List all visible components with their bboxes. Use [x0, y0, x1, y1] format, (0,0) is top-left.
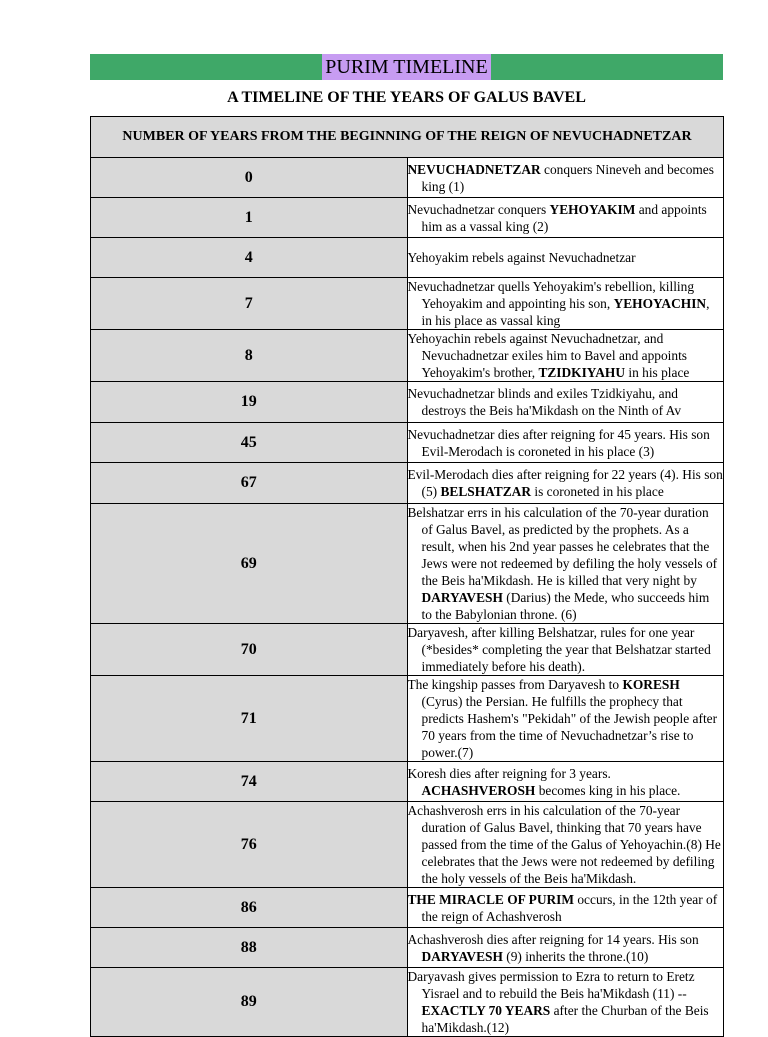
event-cell [407, 423, 724, 463]
event-description [408, 330, 724, 381]
year-cell: 76 [91, 802, 408, 888]
table-row [91, 928, 724, 968]
table-header-row [91, 117, 724, 158]
table-row [91, 676, 724, 762]
event-text: (Darius) the Mede, who succeeds him to the Babylonian throne. (6) [421, 590, 710, 622]
table-row [91, 504, 724, 624]
year-cell: 7 [91, 278, 408, 330]
page-subtitle: A TIMELINE OF THE YEARS OF GALUS BAVEL [227, 89, 586, 106]
event-text: (Cyrus) the Persian. He fulfills the prophecy that predicts Hashem's "Pekidah" of the Jewish people after 70 years from the time of Nevuchadnetzar’s rise to power.(7) [421, 694, 718, 760]
event-keyword: EXACTLY 70 YEARS [421, 1003, 551, 1018]
table-row [91, 423, 724, 463]
event-description [408, 249, 724, 266]
event-text: Nevuchadnetzar quells Yehoyakim's rebellion, killing Yehoyakim and appointing his son, [407, 279, 695, 311]
event-keyword: KORESH [622, 677, 680, 692]
event-keyword: NEVUCHADNETZAR [407, 161, 541, 177]
title-bar [90, 54, 723, 80]
year-cell: 71 [91, 676, 408, 762]
event-text: occurs, in the 12th year of the reign of Achashverosh [421, 891, 718, 924]
event-text: Daryavash gives permission to Ezra to return to Eretz Yisrael and to rebuild the Beis ha'Mikdash (11) -- [407, 969, 695, 1001]
event-cell [407, 968, 724, 1037]
event-cell [407, 888, 724, 928]
page-title: PURIM TIMELINE [322, 54, 490, 80]
event-description [408, 624, 724, 675]
event-keyword: YEHOYAKIM [549, 201, 636, 217]
table-row [91, 278, 724, 330]
event-text: Nevuchadnetzar conquers [407, 201, 550, 217]
event-text: after the Churban of the Beis ha'Mikdash.(12) [421, 1003, 709, 1035]
event-cell [407, 504, 724, 624]
event-text: is coroneted in his place [531, 484, 664, 499]
table-row [91, 624, 724, 676]
event-description [408, 466, 724, 500]
event-cell [407, 198, 724, 238]
event-keyword: ACHASHVEROSH [421, 782, 536, 798]
event-cell [407, 158, 724, 198]
year-cell: 8 [91, 330, 408, 382]
event-description [408, 676, 724, 761]
table-row [91, 198, 724, 238]
event-cell [407, 928, 724, 968]
event-text: Belshatzar errs in his calculation of the 70-year duration of Galus Bavel, as predicted by the prophets. As a result, when his 2nd year passes he celebrates that the Jews were not redeemed by defiling the holy vessels of the Beis ha'Mikdash. He is killed that very night by [407, 505, 718, 588]
event-text: Nevuchadnetzar blinds and exiles Tzidkiyahu, and destroys the Beis ha'Mikdash on the Ninth of Av [407, 386, 682, 418]
event-cell [407, 238, 724, 278]
timeline-table [90, 116, 724, 1037]
event-text: Daryavesh, after killing Belshatzar, rules for one year (*besides* completing the year that Belshatzar started immediately before his death). [407, 625, 711, 674]
year-cell: 89 [91, 968, 408, 1037]
table-row [91, 968, 724, 1037]
event-description [408, 385, 724, 419]
event-cell [407, 676, 724, 762]
event-text: Nevuchadnetzar dies after reigning for 45 years. His son Evil-Merodach is coroneted in his place (3) [407, 426, 710, 459]
timeline-rows [91, 158, 724, 1037]
event-keyword: TZIDKIYAHU [538, 365, 626, 380]
event-text: (9) inherits the throne.(10) [502, 948, 649, 964]
event-description [408, 968, 724, 1036]
event-description [408, 504, 724, 623]
table-header: NUMBER OF YEARS FROM THE BEGINNING OF THE REIGN OF NEVUCHADNETZAR [91, 117, 724, 158]
year-cell: 4 [91, 238, 408, 278]
event-text: conquers Nineveh and becomes king (1) [421, 161, 714, 194]
event-text: Yehoyachin rebels against Nevuchadnetzar, and Nevuchadnetzar exiles him to Bavel and appoints Yehoyakim's brother, [407, 331, 687, 380]
year-cell: 88 [91, 928, 408, 968]
event-cell [407, 802, 724, 888]
event-description [408, 161, 724, 195]
table-row [91, 463, 724, 504]
year-cell: 1 [91, 198, 408, 238]
event-cell [407, 762, 724, 802]
year-cell: 67 [91, 463, 408, 504]
event-text: Achashverosh errs in his calculation of the 70-year duration of Galus Bavel, thinking that 70 years have passed from the time of the Galus of Yehoyachin.(8) He celebrates that the Jews were not redeemed by defiling the holy vessels of the Beis ha'Mikdash. [407, 803, 721, 886]
event-keyword: YEHOYACHIN [613, 296, 707, 311]
event-description [408, 278, 724, 329]
year-cell: 19 [91, 382, 408, 423]
event-text: , in his place as vassal king [421, 296, 710, 328]
year-cell: 70 [91, 624, 408, 676]
table-row [91, 238, 724, 278]
table-row [91, 802, 724, 888]
event-cell [407, 278, 724, 330]
year-cell: 86 [91, 888, 408, 928]
event-text: Koresh dies after reigning for 3 years. [407, 765, 611, 781]
event-keyword: BELSHATZAR [440, 484, 532, 499]
event-keyword: DARYAVESH [421, 590, 503, 605]
event-description [408, 201, 724, 235]
table-row [91, 762, 724, 802]
event-keyword: THE MIRACLE OF PURIM [407, 891, 575, 907]
year-cell: 74 [91, 762, 408, 802]
event-text: in his place [625, 365, 690, 380]
year-cell: 69 [91, 504, 408, 624]
event-text: Achashverosh dies after reigning for 14 years. His son [407, 931, 699, 947]
event-cell [407, 463, 724, 504]
event-text: Evil-Merodach dies after reigning for 22 years (4). His son (5) [407, 467, 723, 499]
event-cell [407, 330, 724, 382]
table-row [91, 382, 724, 423]
event-description [408, 802, 724, 887]
event-cell [407, 382, 724, 423]
event-description [408, 931, 724, 965]
table-row [91, 330, 724, 382]
year-cell: 0 [91, 158, 408, 198]
table-row [91, 888, 724, 928]
event-text: The kingship passes from Daryavesh to [407, 677, 623, 692]
table-row [91, 158, 724, 198]
event-description [408, 426, 724, 460]
event-description [408, 891, 724, 925]
event-description [408, 765, 724, 799]
event-cell [407, 624, 724, 676]
event-text: Yehoyakim rebels against Nevuchadnetzar [407, 250, 636, 265]
event-text: and appoints him as a vassal king (2) [421, 201, 707, 234]
year-cell: 45 [91, 423, 408, 463]
event-text: becomes king in his place. [535, 782, 681, 798]
event-keyword: DARYAVESH [421, 948, 503, 964]
